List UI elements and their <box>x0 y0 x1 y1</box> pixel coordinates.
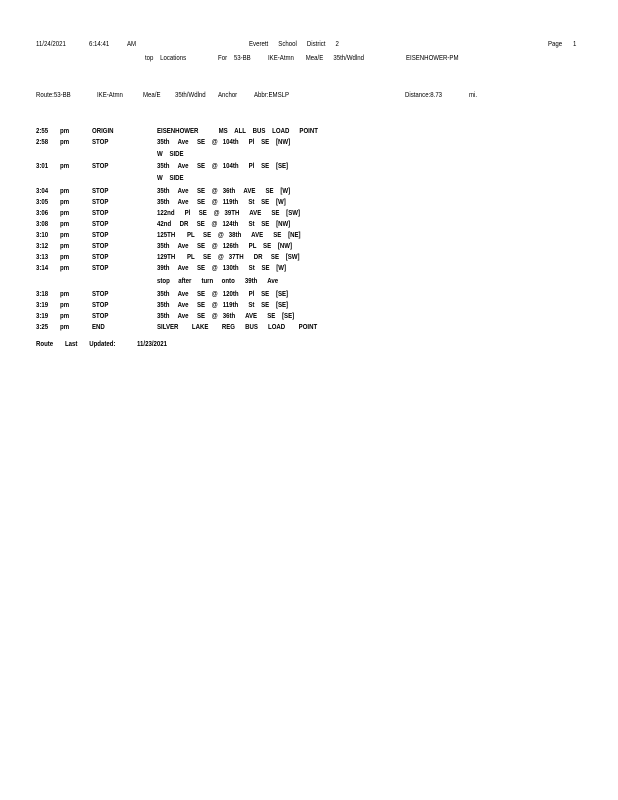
stop-row <box>0 300 618 310</box>
stop-time: 2:55 <box>36 126 49 135</box>
stop-time: 3:19 <box>36 300 49 309</box>
stop-ampm: pm <box>60 208 70 217</box>
stop-description: 35th Ave SE @ 119th St SE [SE] <box>157 300 289 309</box>
stop-ampm: pm <box>60 197 70 206</box>
stop-type: END <box>92 322 105 331</box>
stop-description: 42nd DR SE @ 124th St SE [NW] <box>157 219 291 228</box>
stop-description: 35th Ave SE @ 36th AVE SE [SE] <box>157 311 295 320</box>
stop-type: STOP <box>92 230 109 239</box>
stop-type: STOP <box>92 289 109 298</box>
stop-row <box>0 219 618 229</box>
stop-time: 2:58 <box>36 137 49 146</box>
stop-type: STOP <box>92 208 109 217</box>
stop-type: STOP <box>92 300 109 309</box>
stop-type: STOP <box>92 263 109 272</box>
stop-type: STOP <box>92 137 109 146</box>
report-title: Everett School District 2 <box>249 39 339 48</box>
route-updated-label: Route Last Updated: <box>36 339 116 348</box>
stop-type: STOP <box>92 219 109 228</box>
stop-description: 122nd Pl SE @ 39TH AVE SE [SW] <box>157 208 300 217</box>
route-anchor: Anchor <box>218 90 238 99</box>
stop-row <box>0 137 618 147</box>
stop-ampm: pm <box>60 289 70 298</box>
stop-time: 3:14 <box>36 263 49 272</box>
page-label: Page <box>548 39 563 48</box>
stop-description: EISENHOWER MS ALL BUS LOAD POINT <box>157 126 318 135</box>
route-street: 35th/Wdlnd <box>175 90 206 99</box>
stop-time: 3:13 <box>36 252 49 261</box>
stop-type: STOP <box>92 161 109 170</box>
stop-ampm: pm <box>60 219 70 228</box>
stop-row <box>0 197 618 207</box>
stop-type: ORIGIN <box>92 126 114 135</box>
stop-ampm: pm <box>60 126 70 135</box>
stop-description: SILVER LAKE REG BUS LOAD POINT <box>157 322 318 331</box>
stop-time: 3:19 <box>36 311 49 320</box>
stop-row <box>0 241 618 251</box>
stop-description: 35th Ave SE @ 36th AVE SE [W] <box>157 186 291 195</box>
stop-row <box>0 161 618 171</box>
stop-row <box>0 230 618 240</box>
route-distance-unit: mi. <box>469 90 478 99</box>
report-subtitle-school: EISENHOWER-PM <box>406 53 459 62</box>
report-subtitle-label: top Locations <box>145 53 187 62</box>
stop-time: 3:06 <box>36 208 49 217</box>
report-time: 6:14:41 <box>89 39 110 48</box>
stop-description: 35th Ave SE @ 104th Pl SE [SE] <box>157 161 289 170</box>
stop-description: 35th Ave SE @ 126th PL SE [NW] <box>157 241 293 250</box>
route-name: IKE-Atmn <box>97 90 123 99</box>
stop-description: 39th Ave SE @ 130th St SE [W] <box>157 263 287 272</box>
stop-time: 3:10 <box>36 230 49 239</box>
stop-row <box>0 322 618 332</box>
stop-row <box>0 263 618 273</box>
stop-time: 3:01 <box>36 161 49 170</box>
report-subtitle-route-id: For 53-BB <box>218 53 251 62</box>
report-ampm: AM <box>127 39 137 48</box>
stop-ampm: pm <box>60 322 70 331</box>
stop-description: 35th Ave SE @ 119th St SE [W] <box>157 197 286 206</box>
stop-ampm: pm <box>60 241 70 250</box>
stop-type: STOP <box>92 241 109 250</box>
stop-ampm: pm <box>60 161 70 170</box>
stop-description: W SIDE <box>157 173 184 182</box>
stop-time: 3:04 <box>36 186 49 195</box>
route-meal: Mea/E <box>143 90 161 99</box>
stop-description: stop after turn onto 39th Ave <box>157 276 279 285</box>
stop-ampm: pm <box>60 137 70 146</box>
stop-ampm: pm <box>60 252 70 261</box>
stop-row <box>0 208 618 218</box>
stop-time: 3:25 <box>36 322 49 331</box>
stop-time: 3:08 <box>36 219 49 228</box>
stop-description: 129TH PL SE @ 37TH DR SE [SW] <box>157 252 300 261</box>
stop-type: STOP <box>92 252 109 261</box>
stop-ampm: pm <box>60 300 70 309</box>
stop-row <box>0 126 618 136</box>
stop-ampm: pm <box>60 230 70 239</box>
stop-time: 3:05 <box>36 197 49 206</box>
stop-row <box>0 149 618 159</box>
stop-ampm: pm <box>60 311 70 320</box>
route-id: Route:53-BB <box>36 90 71 99</box>
stop-row <box>0 186 618 196</box>
stop-type: STOP <box>92 311 109 320</box>
stop-time: 3:12 <box>36 241 49 250</box>
report-subtitle-route-name: IKE-Atmn Mea/E 35th/Wdlnd <box>268 53 365 62</box>
stop-description: W SIDE <box>157 149 184 158</box>
stop-row <box>0 173 618 183</box>
stop-time: 3:18 <box>36 289 49 298</box>
page-number: 1 <box>573 39 577 48</box>
stop-description: 35th Ave SE @ 120th Pl SE [SE] <box>157 289 289 298</box>
route-abbr: Abbr:EMSLP <box>254 90 290 99</box>
stop-description: 35th Ave SE @ 104th Pl SE [NW] <box>157 137 291 146</box>
stop-row <box>0 289 618 299</box>
stop-row <box>0 252 618 262</box>
stop-description: 125TH PL SE @ 38th AVE SE [NE] <box>157 230 301 239</box>
route-distance: Distance:8.73 <box>405 90 443 99</box>
stop-type: STOP <box>92 186 109 195</box>
stop-type: STOP <box>92 197 109 206</box>
route-updated-date: 11/23/2021 <box>137 339 168 348</box>
stop-row <box>0 276 618 286</box>
report-date: 11/24/2021 <box>36 39 66 48</box>
stop-ampm: pm <box>60 263 70 272</box>
stop-row <box>0 311 618 321</box>
stop-ampm: pm <box>60 186 70 195</box>
